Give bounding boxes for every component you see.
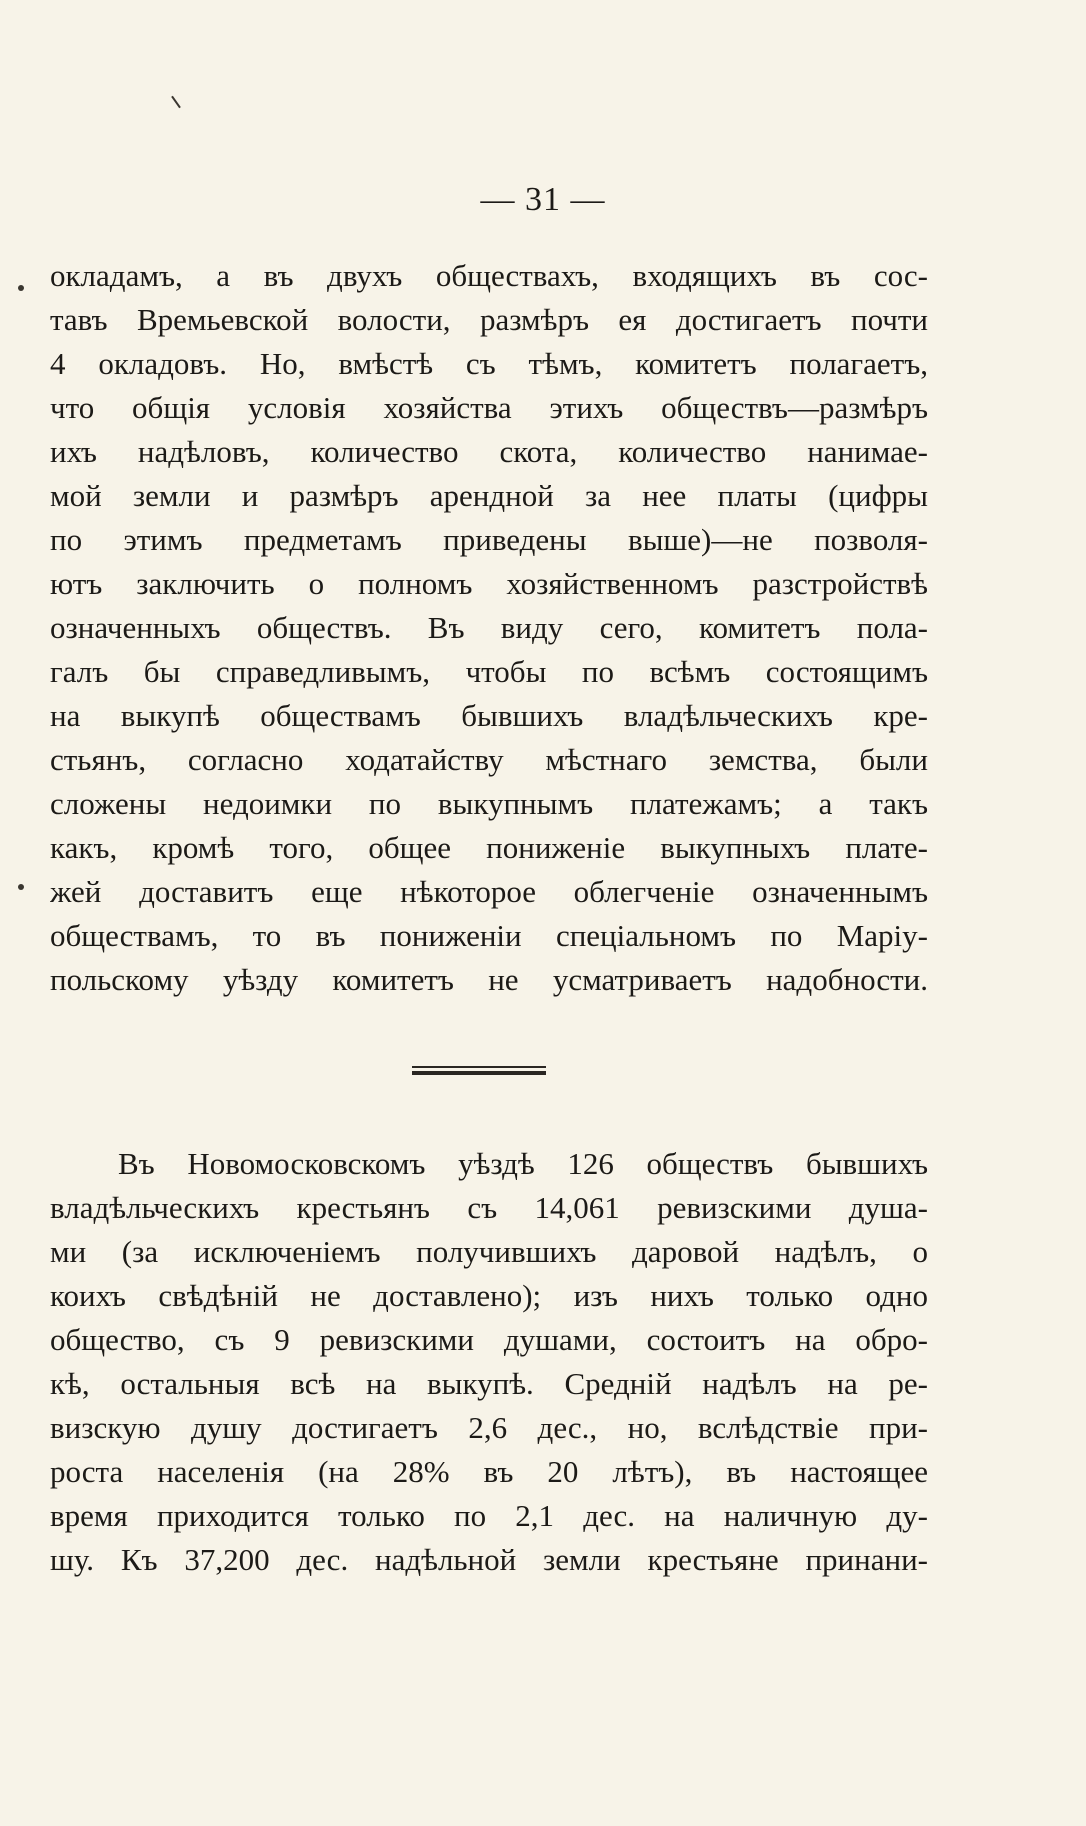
divider-rule-thin — [412, 1066, 546, 1068]
text-line: по этимъ предметамъ приведены выше)—не позволя- — [50, 522, 928, 557]
margin-dot — [18, 285, 24, 291]
text-line: галъ бы справедливымъ, чтобы по всѣмъ состоящимъ — [50, 654, 928, 689]
paragraph-1 — [50, 254, 928, 1002]
text-line: что общія условія хозяйства этихъ обществъ—размѣръ — [50, 390, 928, 425]
text-line: время приходится только по 2,1 дес. на наличную ду- — [50, 1498, 928, 1533]
text-line: ихъ надѣловъ, количество скота, количество нанимае- — [50, 434, 928, 469]
text-line: визскую душу достигаетъ 2,6 дес., но, вслѣдствіе при- — [50, 1410, 928, 1445]
page-number: — 31 — — [480, 181, 606, 218]
text-line: окладамъ, а въ двухъ обществахъ, входящихъ въ сос- — [50, 258, 928, 293]
text-line: стьянъ, согласно ходатайству мѣстнаго земства, были — [50, 742, 928, 777]
margin-dot — [18, 884, 24, 890]
text-line: обществамъ, то въ пониженіи спеціальномъ по Маріу- — [50, 918, 928, 953]
stray-mark — [171, 96, 181, 109]
paragraph-2 — [50, 1142, 928, 1582]
text-line: польскому уѣзду комитетъ не усматриваетъ надобности. — [50, 962, 928, 997]
text-line: общество, съ 9 ревизскими душами, состоитъ на обро- — [50, 1322, 928, 1357]
text-line: ютъ заключить о полномъ хозяйственномъ разстройствѣ — [50, 566, 928, 601]
text-line: владѣльческихъ крестьянъ съ 14,061 ревизскими душа- — [50, 1190, 928, 1225]
text-line: жей доставитъ еще нѣкоторое облегченіе означеннымъ — [50, 874, 928, 909]
text-line: мой земли и размѣръ арендной за нее платы (цифры — [50, 478, 928, 513]
text-line: коихъ свѣдѣній не доставлено); изъ нихъ только одно — [50, 1278, 928, 1313]
text-line: какъ, кромѣ того, общее пониженіе выкупныхъ плате- — [50, 830, 928, 865]
text-line: на выкупѣ обществамъ бывшихъ владѣльческихъ кре- — [50, 698, 928, 733]
text-line: кѣ, остальныя всѣ на выкупѣ. Средній надѣлъ на ре- — [50, 1366, 928, 1401]
section-divider — [412, 1066, 546, 1076]
text-line: шу. Къ 37,200 дес. надѣльной земли крестьяне принани- — [50, 1542, 928, 1577]
text-line: означенныхъ обществъ. Въ виду сего, комитетъ пола- — [50, 610, 928, 645]
text-line: тавъ Времьевской волости, размѣръ ея достигаетъ почти — [50, 302, 928, 337]
text-line: роста населенія (на 28% въ 20 лѣтъ), въ настоящее — [50, 1454, 928, 1489]
text-line: сложены недоимки по выкупнымъ платежамъ; а такъ — [50, 786, 928, 821]
text-line: Въ Новомосковскомъ уѣздѣ 126 обществъ бывшихъ — [118, 1146, 928, 1181]
text-line: 4 окладовъ. Но, вмѣстѣ съ тѣмъ, комитетъ полагаетъ, — [50, 346, 928, 381]
divider-rule-thick — [412, 1071, 546, 1075]
text-line: ми (за исключеніемъ получившихъ даровой надѣлъ, о — [50, 1234, 928, 1269]
